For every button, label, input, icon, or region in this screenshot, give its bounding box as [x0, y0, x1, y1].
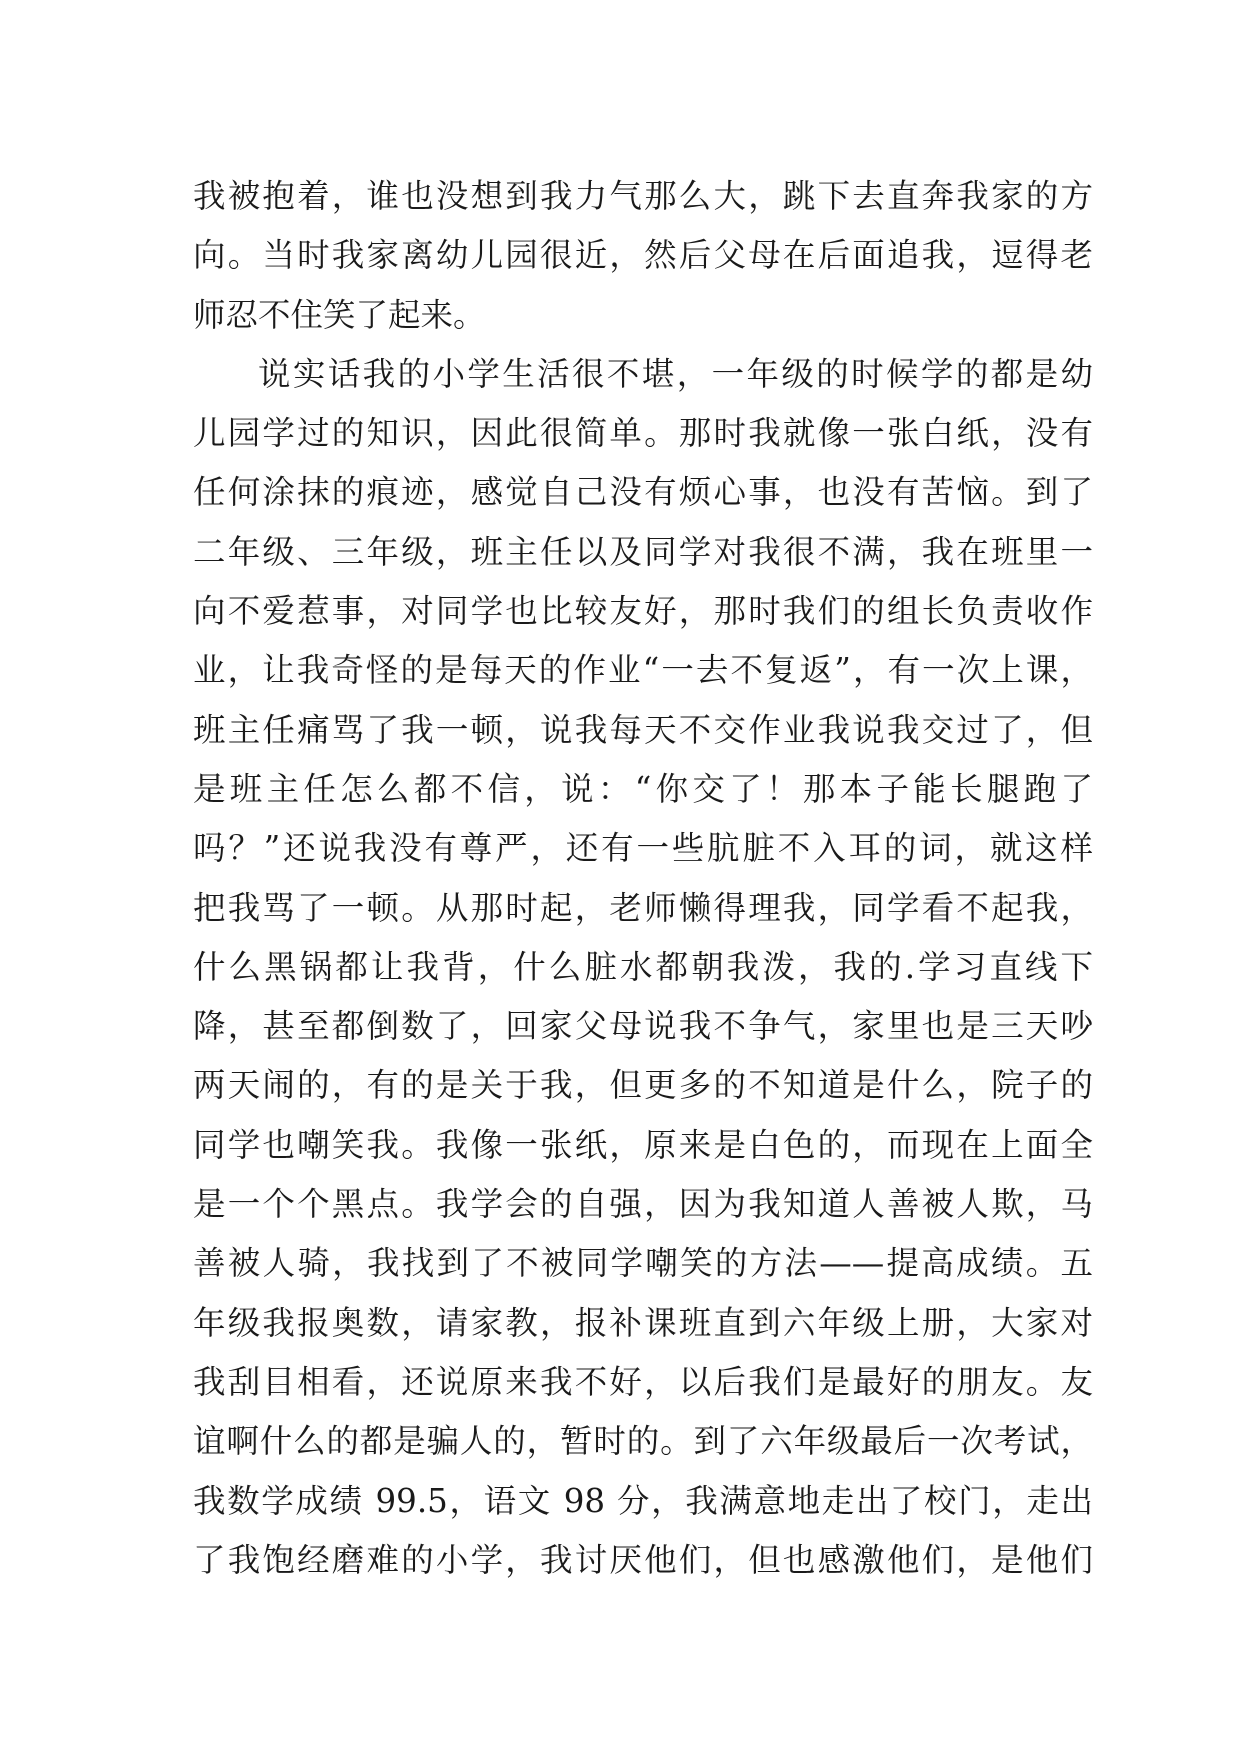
text-line: 谊啊什么的都是骗人的，暂时的。到了六年级最后一次考试，: [193, 1422, 1093, 1461]
text-line: 我数学成绩 99.5，语文 98 分，我满意地走出了校门，走出: [193, 1481, 1093, 1520]
text-line: 二年级、三年级，班主任以及同学对我很不满，我在班里一: [193, 532, 1093, 571]
text-line: 任何涂抹的痕迹，感觉自己没有烦心事，也没有苦恼。到了: [193, 473, 1093, 512]
text-line: 了我饱经磨难的小学，我讨厌他们，但也感激他们，是他们: [193, 1540, 1093, 1579]
body-text: [193, 167, 1093, 1590]
text-line: 善被人骑，我找到了不被同学嘲笑的方法——提高成绩。五: [193, 1244, 1093, 1283]
text-line: 是一个个黑点。我学会的自强，因为我知道人善被人欺，马: [193, 1185, 1093, 1224]
paragraph-first-line: 说实话我的小学生活很不堪，一年级的时候学的都是幼: [258, 354, 1093, 393]
text-line: 同学也嘲笑我。我像一张纸，原来是白色的，而现在上面全: [193, 1125, 1093, 1164]
text-line: 吗？”还说我没有尊严，还有一些肮脏不入耳的词，就这样: [193, 829, 1093, 868]
text-line: 向不爱惹事，对同学也比较友好，那时我们的组长负责收作: [193, 592, 1093, 631]
text-line: 是班主任怎么都不信，说：“你交了！那本子能长腿跑了: [193, 769, 1093, 808]
text-line: 年级我报奥数，请家教，报补课班直到六年级上册，大家对: [193, 1303, 1093, 1342]
text-line: 儿园学过的知识，因此很简单。那时我就像一张白纸，没有: [193, 414, 1093, 453]
text-line: 师忍不住笑了起来。: [193, 295, 486, 334]
text-line: 降，甚至都倒数了，回家父母说我不争气，家里也是三天吵: [193, 1007, 1093, 1046]
text-line: 什么黑锅都让我背，什么脏水都朝我泼，我的.学习直线下: [193, 947, 1093, 986]
text-line: 班主任痛骂了我一顿，说我每天不交作业我说我交过了，但: [193, 710, 1093, 749]
text-line: 业，让我奇怪的是每天的作业“一去不复返”，有一次上课，: [193, 651, 1093, 690]
text-line: 向。当时我家离幼儿园很近，然后父母在后面追我，逗得老: [193, 236, 1093, 275]
text-line: 我刮目相看，还说原来我不好，以后我们是最好的朋友。友: [193, 1362, 1093, 1401]
text-line: 我被抱着，谁也没想到我力气那么大，跳下去直奔我家的方: [193, 177, 1093, 215]
text-line: 两天闹的，有的是关于我，但更多的不知道是什么，院子的: [193, 1066, 1093, 1105]
text-line: 把我骂了一顿。从那时起，老师懒得理我，同学看不起我，: [193, 888, 1093, 927]
